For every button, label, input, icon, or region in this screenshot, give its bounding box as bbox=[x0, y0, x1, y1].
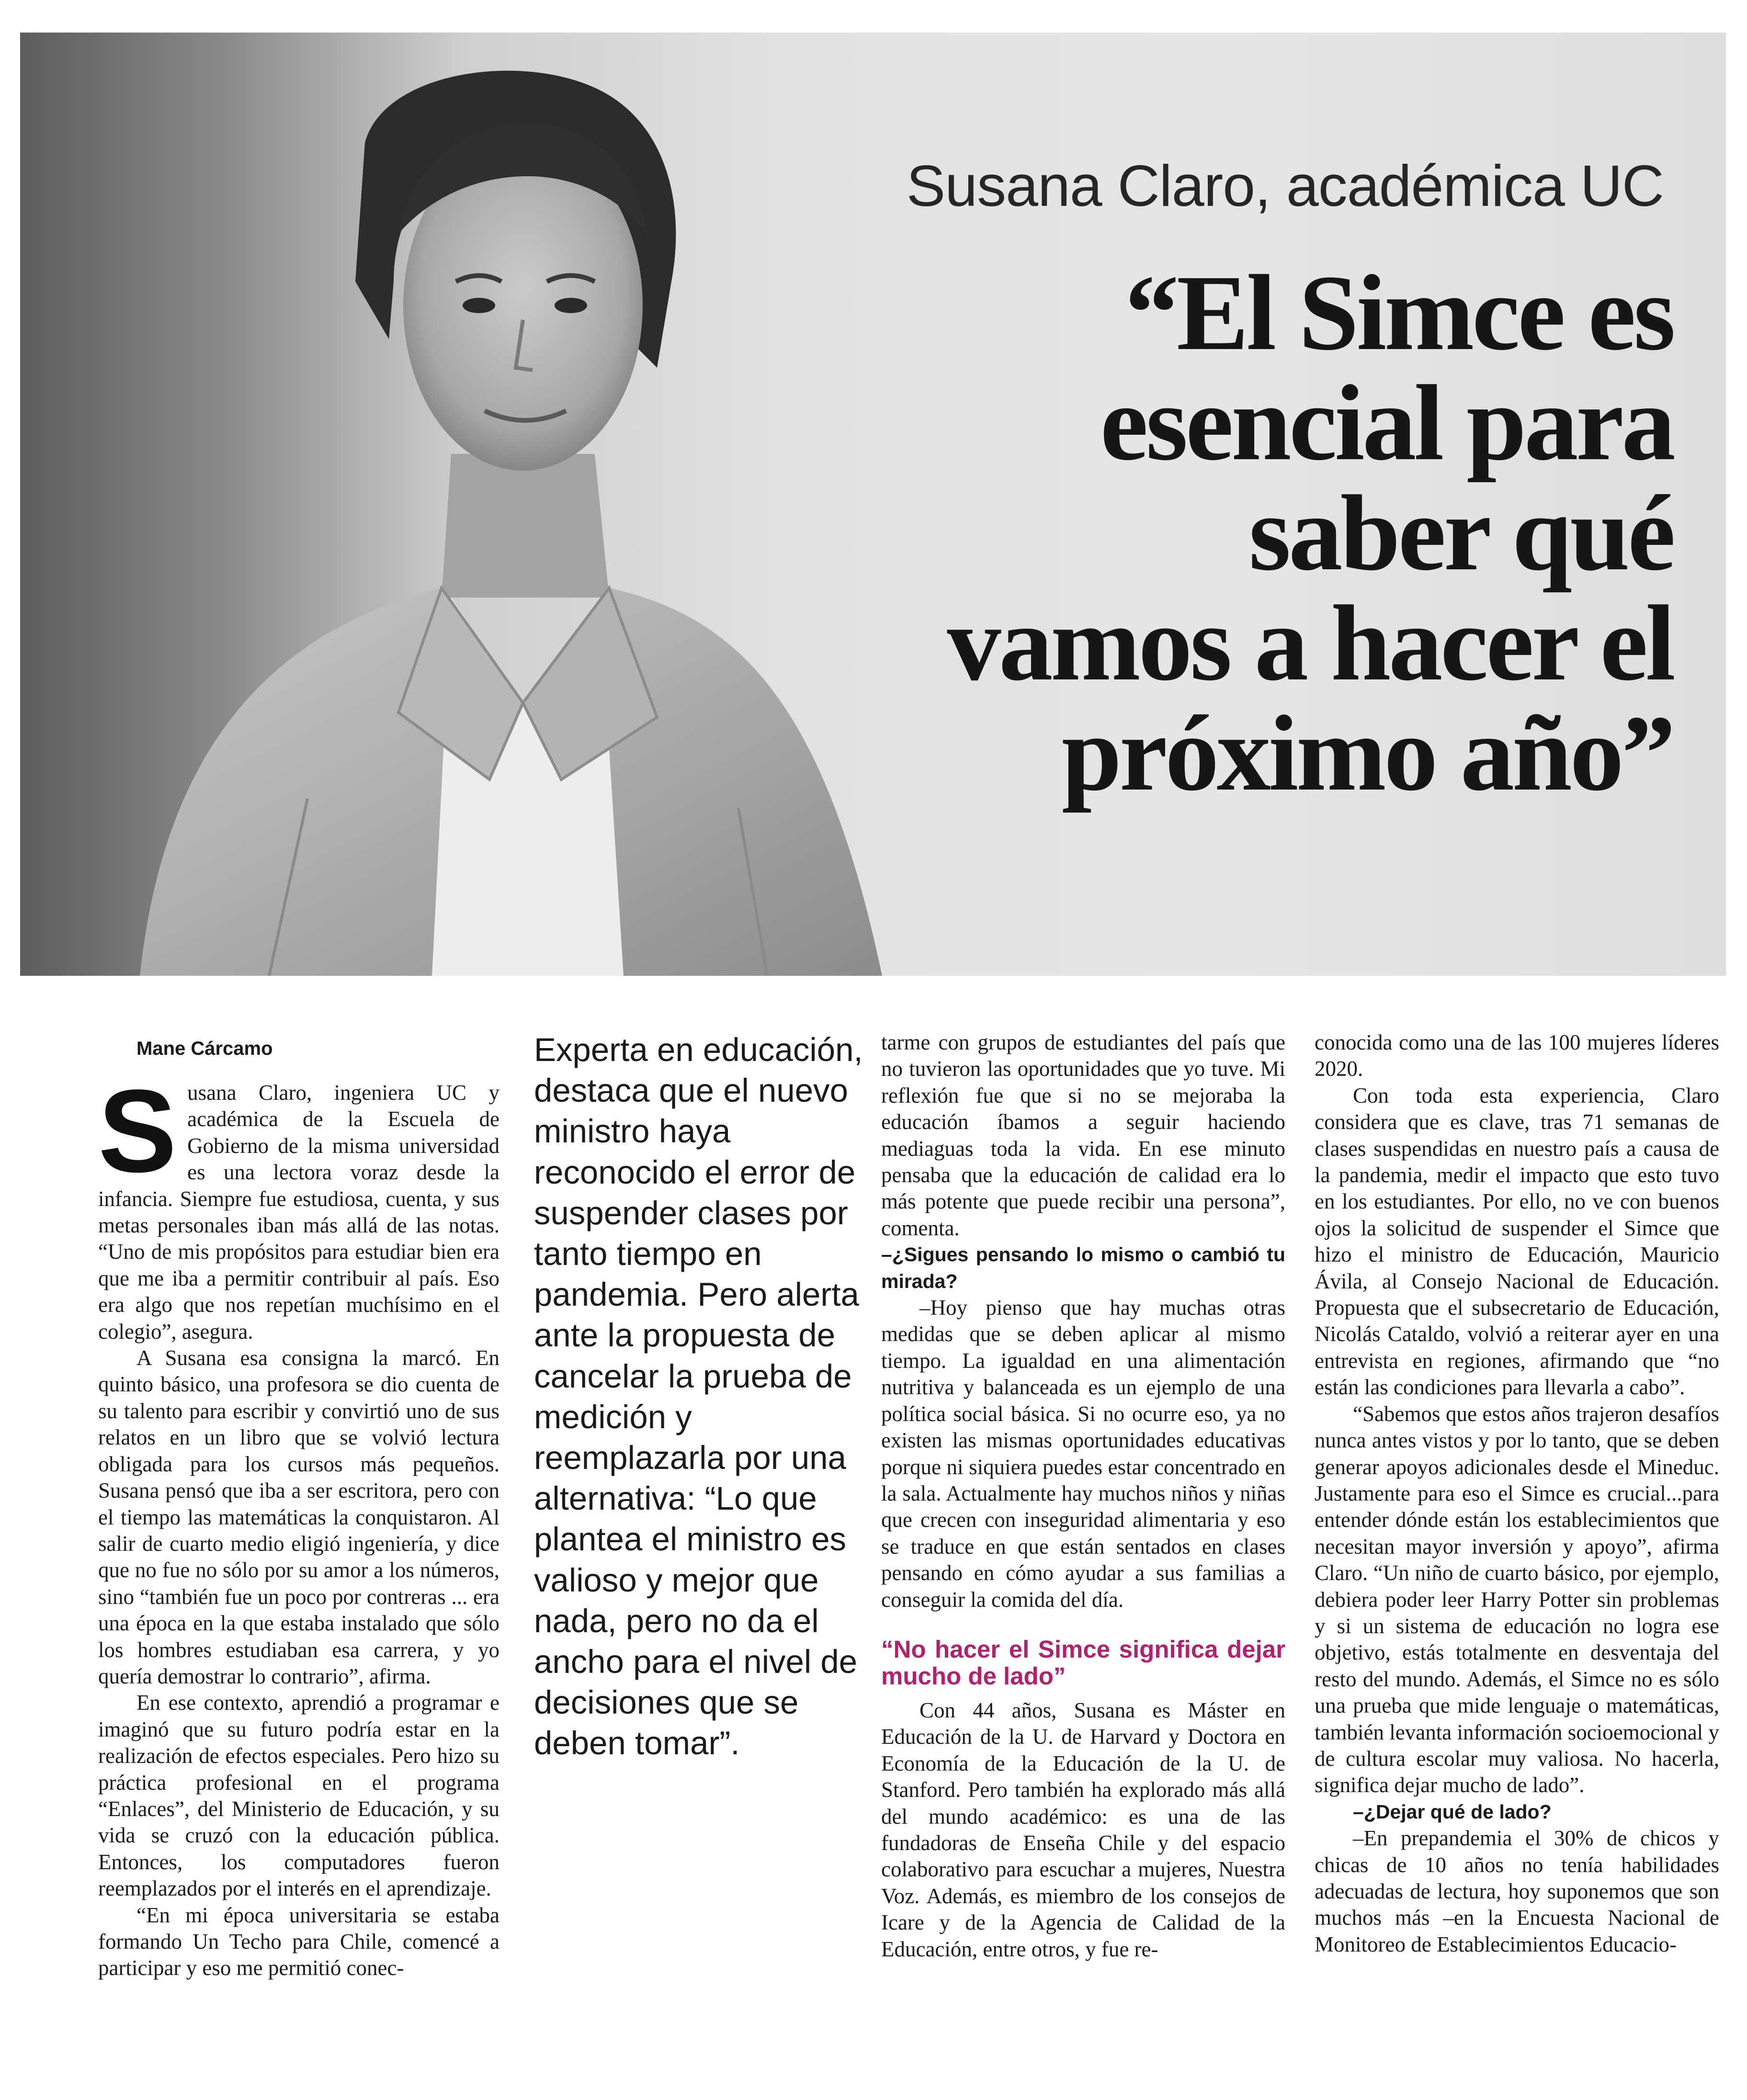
drop-cap: S bbox=[98, 1065, 177, 1197]
article-column-3 bbox=[881, 1029, 1285, 1963]
article-paragraph: –En prepandemia el 30% de chicos y chicas de 10 años no tenía habilidades adecuadas de lectura, hoy suponemos que son muchos más –en la Encuesta Nacional de Monitoreo de Establecimientos Educacio- bbox=[1315, 1826, 1719, 1956]
headline-line: próximo año” bbox=[1061, 693, 1673, 813]
article-paragraph: Con toda esta experiencia, Claro considera que es clave, tras 71 semanas de clases suspendidas en nuestro país a causa de la pandemia, medir el impacto que esto tuvo en los estudiantes. Por ello, no ve con buenos ojos la solicitud de suspender el Simce que hizo el ministro de Educación, Mauricio Ávila, al Consejo Nacional de Educación. Propuesta que el subsecretario de Educación, Nicolás Cataldo, volvió a reiterar ayer en una entrevista en regiones, afirmando que “no están las condiciones para llevarla a cabo”. bbox=[1315, 1083, 1719, 1400]
headline-line: “El Simce es bbox=[1124, 253, 1673, 373]
article-deck: Experta en educación, destaca que el nuevo ministro haya reconocido el error de suspender clases por tanto tiempo en pandemia. Pero alerta ante la propuesta de cancelar la prueba de medición y reemplazarla por una alternativa: “Lo que plantea el ministro es valioso y mejor que nada, pero no da el ancho para el nivel de decisiones que se deben tomar”. bbox=[534, 1031, 863, 1762]
article-deck-column bbox=[534, 1029, 869, 1764]
headline-line: vamos a hacer el bbox=[947, 583, 1673, 703]
headline-kicker: Susana Claro, académica UC bbox=[906, 153, 1664, 218]
article-paragraph: En ese contexto, aprendió a programar e imaginó que su futuro podría estar en la realización de efectos especiales. Pero hizo su práctica profesional en el programa “Enlaces”, del Ministerio de Educación, y su vida se cruzó con la educación pública. Entonces, los computadores fueron reemplazados por el interés en el aprendizaje. bbox=[98, 1691, 499, 1901]
headline bbox=[715, 253, 1673, 813]
article-paragraph: Susana Claro, ingeniera UC y académica de la Escuela de Gobierno de la misma universidad es una lectora voraz desde la infancia. Siempre fue estudiosa, cuenta, y sus metas personales iban más allá de las notas. “Uno de mis propósitos para estudiar bien era que me iba a permitir contribuir al país. Eso era algo que nos repetían muchísimo en el colegio”, asegura. bbox=[98, 1065, 499, 1344]
hero-photo bbox=[20, 33, 1726, 976]
article-paragraph: conocida como una de las 100 mujeres líderes 2020. bbox=[1315, 1030, 1719, 1081]
interview-question: –¿Sigues pensando lo mismo o cambió tu mirada? bbox=[881, 1243, 1285, 1292]
interview-question: –¿Dejar qué de lado? bbox=[1353, 1800, 1552, 1823]
article-paragraph: tarme con grupos de estudiantes del país que no tuvieron las oportunidades que yo tuve. Mi reflexión fue que si no se mejoraba la educación íbamos a seguir haciendo mediaguas toda la vida. En ese minuto pensaba que la educación de calidad era lo más potente que puede recibir una persona”, comenta. bbox=[881, 1030, 1285, 1240]
article-paragraph: A Susana esa consigna la marcó. En quinto básico, una profesora se dio cuenta de su talento para escribir y convirtió uno de sus relatos en un libro que se volvió lectura obligada para los cursos más pequeños. Susana pensó que iba a ser escritora, pero con el tiempo las matemáticas la conquistaron. Al salir de cuarto medio eligió ingeniería, y dice que no fue no sólo por su amor a los números, sino “también fue un poco por contreras ... era una época en la que estaba instalado que sólo los hombres estudiaban esa carrera, y yo quería demostrar lo contrario”, afirma. bbox=[98, 1346, 499, 1688]
article-column-4 bbox=[1315, 1029, 1719, 1958]
headline-line: esencial para bbox=[1100, 363, 1673, 483]
article-column-1 bbox=[98, 1065, 499, 1982]
byline: Mane Cárcamo bbox=[136, 1038, 273, 1059]
article-paragraph: –Hoy pienso que hay muchas otras medidas que se deben aplicar al mismo tiempo. La igualdad en una alimentación nutritiva y balanceada es un ejemplo de una política social básica. Si no ocurre eso, ya no existen las mismas oportunidades educativas porque ni siquiera puedes estar concentrado en la sala. Actualmente hay muchos niños y niñas que crecen con inseguridad alimentaria y eso se traduce en que están sentados en clases pensando en cómo ayudar a sus familias a conseguir la comida del día. bbox=[881, 1296, 1285, 1612]
article-paragraph: “En mi época universitaria se estaba formando Un Techo para Chile, comencé a participar y eso me permitió conec- bbox=[98, 1903, 499, 1980]
headline-line: saber qué bbox=[1248, 473, 1673, 593]
article-paragraph: “Sabemos que estos años trajeron desafíos nunca antes vistos y por lo tanto, que se deben generar apoyos adicionales desde el Mineduc. Justamente para eso el Simce es crucial...para entender dónde están los establecimientos que necesitan mayor inversión y apoyo”, afirma Claro. “Un niño de cuarto básico, por ejemplo, debiera poder leer Harry Potter sin problemas y si un sistema de educación no logra ese objetivo, estás totalmente en desventaja del resto del mundo. Además, el Simce no es sólo una prueba que mide lenguaje o matemáticas, también levanta información socioemocional y de cultura escolar muy valiosa. No hacerla, significa dejar mucho de lado”. bbox=[1315, 1401, 1719, 1797]
article-paragraph: Con 44 años, Susana es Máster en Educación de la U. de Harvard y Doctora en Economía de la Educación de la U. de Stanford. Pero también ha explorado más allá del mundo académico: es una de las fundadoras de Enseña Chile y del espacio colaborativo para escuchar a mujeres, Nuestra Voz. Además, es miembro de los consejos de Icare y de la Agencia de Calidad de la Educación, entre otros, y fue re- bbox=[881, 1698, 1285, 1961]
section-subhead: “No hacer el Simce significa dejar mucho de lado” bbox=[881, 1635, 1285, 1690]
